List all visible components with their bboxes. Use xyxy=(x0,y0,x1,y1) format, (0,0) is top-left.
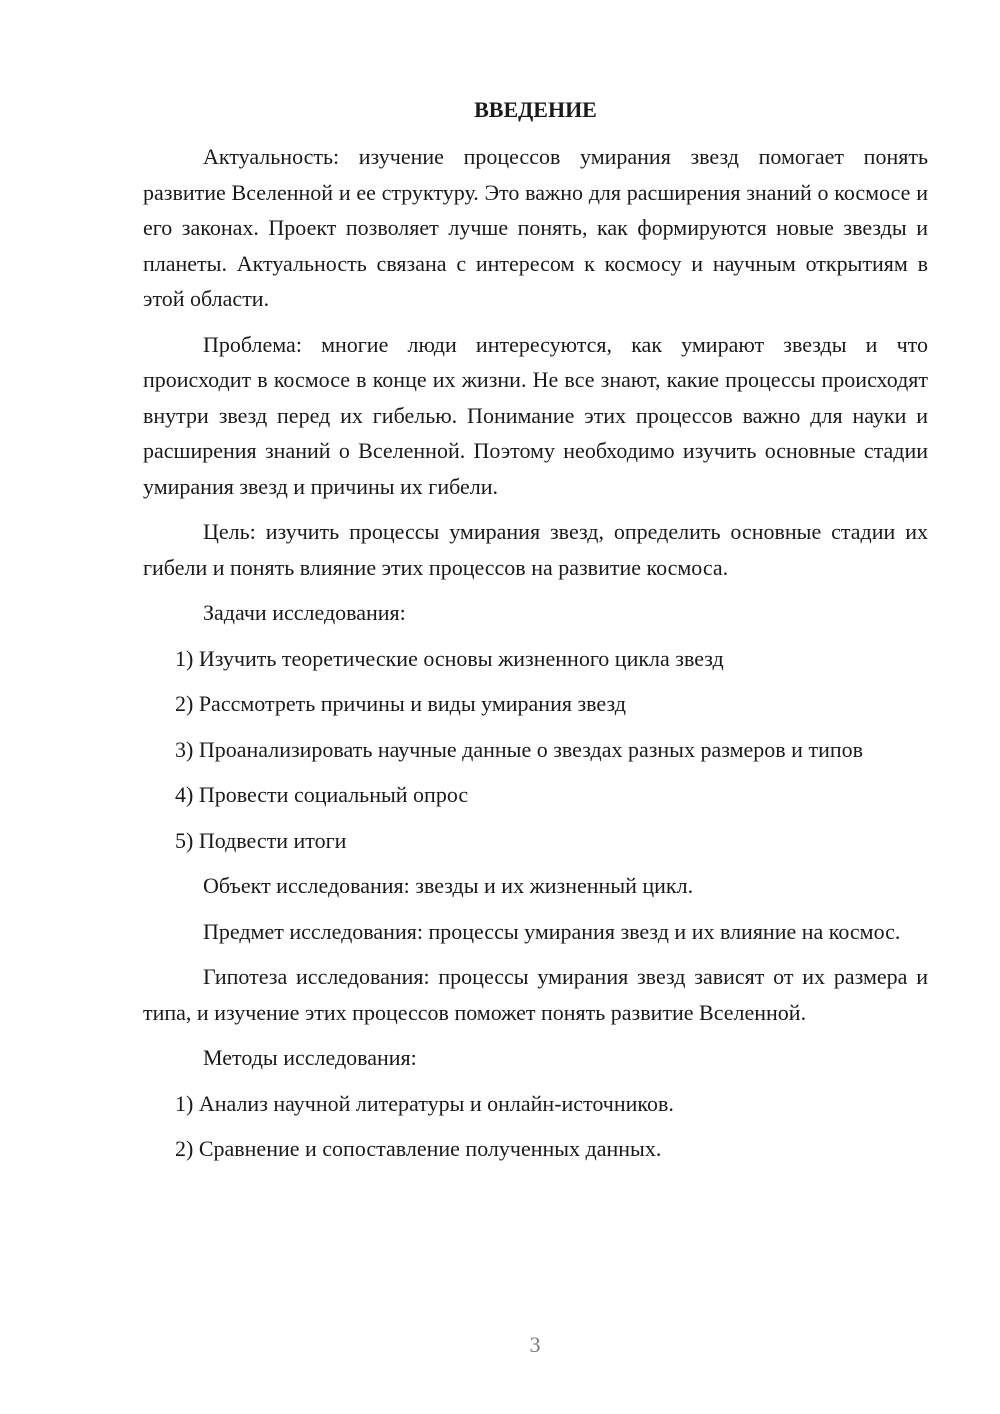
section-heading: ВВЕДЕНИЕ xyxy=(474,97,597,122)
page-body xyxy=(143,92,928,1177)
tasks-heading: Задачи исследования: xyxy=(203,600,406,625)
page-number: 3 xyxy=(529,1332,541,1357)
task-item-3: 3) Проанализировать научные данные о звездах разных размеров и типов xyxy=(175,736,864,762)
goal-paragraph: Цель: изучить процессы умирания звезд, определить основные стадии их гибели и понять влияние этих процессов на развитие космоса. xyxy=(143,519,928,580)
task-item-5: 5) Подвести итоги xyxy=(175,827,347,853)
relevance-paragraph: Актуальность: изучение процессов умирания звезд помогает понять развитие Вселенной и ее структуру. Это важно для расширения знаний о космосе и его законах. Проект позволяет лучше понять, как формируются новые звезды и планеты. Актуальность связана с интересом к космосу и научным открытиям в этой области. xyxy=(143,144,928,311)
subject-paragraph: Предмет исследования: процессы умирания звезд и их влияние на космос. xyxy=(203,918,901,944)
object-paragraph: Объект исследования: звезды и их жизненный цикл. xyxy=(203,873,694,898)
task-item-4: 4) Провести социальный опрос xyxy=(175,782,469,807)
methods-heading: Методы исследования: xyxy=(203,1045,417,1070)
task-item-2: 2) Рассмотреть причины и виды умирания звезд xyxy=(175,691,626,716)
method-item-1: 1) Анализ научной литературы и онлайн-источников. xyxy=(175,1090,674,1116)
problem-paragraph: Проблема: многие люди интересуются, как умирают звезды и что происходит в космосе в конце их жизни. Не все знают, какие процессы происходят внутри звезд перед их гибелью. Понимание этих процессов важно для науки и расширения знаний о Вселенной. Поэтому необходимо изучить основные стадии умирания звезд и причины их гибели. xyxy=(143,331,928,499)
method-item-2: 2) Сравнение и сопоставление полученных данных. xyxy=(175,1136,662,1161)
task-item-1: 1) Изучить теоретические основы жизненного цикла звезд xyxy=(175,645,724,671)
hypothesis-paragraph: Гипотеза исследования: процессы умирания звезд зависят от их размера и типа, и изучение этих процессов поможет понять развитие Вселенной. xyxy=(143,964,928,1025)
